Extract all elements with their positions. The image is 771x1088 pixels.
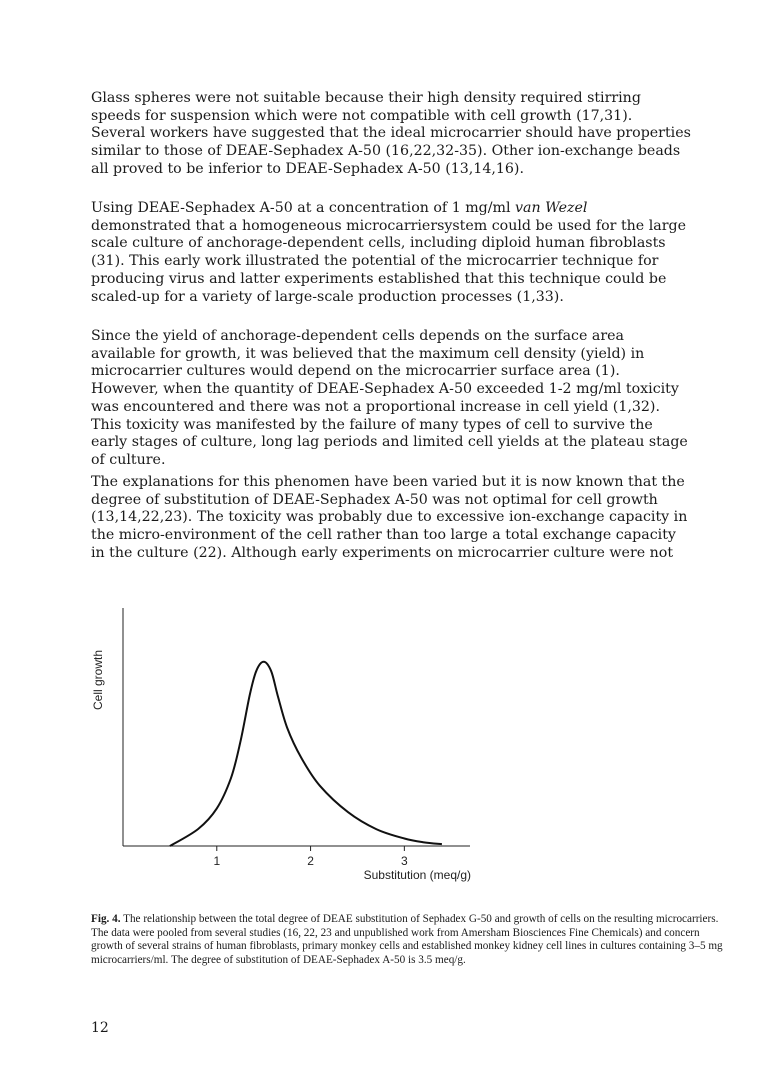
x-tick-label: 3: [401, 854, 408, 868]
cell-growth-curve: [170, 662, 442, 846]
author-name-italic: van Wezel: [515, 200, 588, 216]
paragraph-substitution: The explanations for this phenomen have been varied but it is now known that the degree of substitution of DEAE-Sephadex A-50 was not optimal for cell growth (13,14,22,23). The toxicity was probably due to excessive ion-exchange capacity in the micro-environment of the cell rather than too large a total exchange capacity in the culture (22). Although early experiments on microcarrier culture were not: [91, 474, 688, 561]
paragraph-surface-area: Since the yield of anchorage-dependent cells depends on the surface area available for growth, it was believed that the maximum cell density (yield) in microcarrier cultures would depend on the microcarrier surface area (1). However, when the quantity of DEAE-Sephadex A-50 exceeded 1-2 mg/ml toxicity was encountered and there was not a proportional increase in cell yield (1,32). This toxicity was manifested by the failure of many types of cell to survive the early stages of culture, long lag periods and limited cell yields at the plateau stage of culture.: [91, 328, 688, 468]
figure-4-chart: [80, 600, 500, 900]
paragraph-van-wezel: [91, 200, 691, 306]
paragraph-glass-spheres: Glass spheres were not suitable because their high density required stirring speeds for suspension which were not compatible with cell growth (17,31). Several workers have suggested that the ideal microcarrier should have properties similar to those of DEAE-Sephadex A-50 (16,22,32-35). Other ion-exchange beads all proved to be inferior to DEAE-Sephadex A-50 (13,14,16).: [91, 90, 691, 177]
figure-caption: [91, 913, 731, 967]
paragraph-text: Using DEAE-Sephadex A-50 at a concentration of 1 mg/ml: [91, 200, 516, 216]
x-axis-ticks: [213, 846, 408, 868]
paragraph-text: demonstrated that a homogeneous microcarriersystem could be used for the large scale culture of anchorage-dependent cells, including diploid human fibroblasts (31). This early work illustrated the potential of the microcarrier technique for producing virus and latter experiments established that this technique could be scaled-up for a variety of large-scale production processes (1,33).: [91, 217, 686, 305]
y-axis-label: Cell growth: [91, 649, 105, 711]
figure-label: Fig. 4.: [91, 913, 121, 925]
chart-svg: [80, 600, 500, 900]
x-tick-label: 1: [213, 854, 221, 868]
page-number: 12: [91, 1020, 109, 1036]
x-axis-label: Substitution (meq/g): [363, 868, 471, 882]
caption-text: The relationship between the total degree of DEAE substitution of Sephadex G-50 and growth of cells on the resulting microcarriers. The data were pooled from several studies (16, 22, 23 and unpublished work from Amersham Biosciences Fine Chemicals) and concern growth of several strains of human fibroblasts, primary monkey cells and established monkey kidney cell lines in cultures containing 3–5 mg microcarriers/ml. The degree of substitution of DEAE-Sephadex A-50 is 3.5 meq/g.: [91, 913, 723, 966]
x-tick-label: 2: [307, 854, 314, 868]
